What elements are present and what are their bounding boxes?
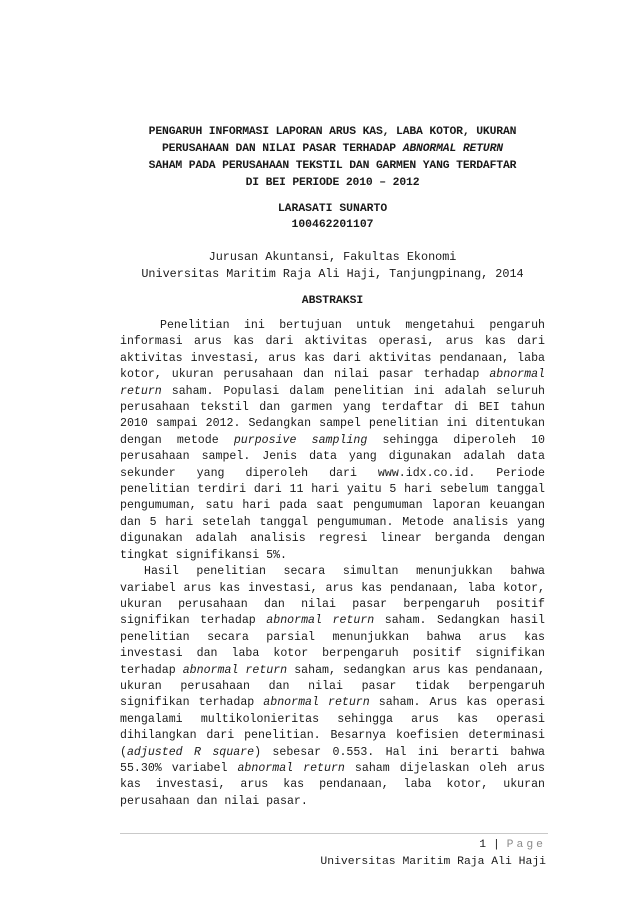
page-number-line	[479, 838, 546, 853]
footer-divider	[120, 833, 548, 834]
paper-title	[120, 124, 545, 192]
abstract-p2-text: saham. Sedangkan hasil penelitian secara parsial menunjukkan bahwa arus kas investasi dan laba kotor berpengaruh positif signifikan terhadap	[120, 614, 545, 677]
abstract-p1-text: sehingga diperoleh 10 perusahaan sampel. Jenis data yang digunakan adalah data sekunder yang diperoleh dari www.idx.co.id. Periode penelitian terdiri dari 11 hari yaitu 5 hari sebelum tanggal pengumuman, satu hari pada saat pengumuman laporan keuangan dan 5 hari setelah tanggal pengumuman. Metode analisis yang digunakan adalah analisis regresi linear berganda dengan tingkat signifikansi 5%.	[120, 433, 546, 562]
abstract-p2-italic: abnormal return	[182, 663, 288, 677]
title-line-2-text: PERUSAHAAN DAN NILAI PASAR TERHADAP	[162, 143, 403, 155]
abstract-p2-italic: adjusted R square	[126, 745, 255, 759]
abstract-p2-text: saham, sedangkan arus kas pendanaan, ukuran perusahaan dan nilai pasar tidak berpengaruh signifikan terhadap	[120, 663, 545, 710]
abstract-p2-text: Hasil penelitian secara simultan menunjukkan bahwa variabel arus kas investasi, arus kas pendanaan, laba kotor, ukuran perusahaan dan nilai pasar berpengaruh positif signifikan terhadap	[120, 565, 545, 628]
author-block	[120, 201, 545, 233]
abstract-p2-italic: abnormal return	[266, 614, 375, 628]
page-content	[120, 124, 545, 810]
abstract-heading: ABSTRAKSI	[301, 295, 364, 307]
abstract-paragraph-1	[120, 318, 545, 564]
footer-university: Universitas Maritim Raja Ali Haji	[320, 856, 546, 868]
page-separator: |	[492, 839, 500, 851]
author-name: LARASATI SUNARTO	[277, 203, 388, 215]
abstract-p2-text: saham dijelaskan oleh arus kas investasi, arus kas pendanaan, laba kotor, ukuran perusahaan dan nilai pasar.	[120, 761, 545, 808]
abstract-p1-italic: purposive sampling	[233, 433, 368, 447]
affiliation-block	[120, 249, 545, 283]
title-line-2-italic: ABNORMAL RETURN	[402, 143, 503, 155]
title-line-2	[120, 141, 545, 158]
title-line-4: DI BEI PERIODE 2010 – 2012	[245, 177, 420, 189]
page-number: 1	[479, 839, 487, 851]
abstract-p1-italic: abnormal return	[120, 368, 545, 398]
university-line: Universitas Maritim Raja Ali Haji, Tanjungpinang, 2014	[141, 267, 524, 281]
abstract-p1-text: Penelitian ini bertujuan untuk mengetahui pengaruh informasi arus kas dari aktivitas operasi, arus kas dari aktivitas investasi, arus kas dari aktivitas pendanaan, laba kotor, ukuran perusahaan dan nilai pasar terhadap	[120, 319, 545, 382]
abstract-p2-text: ) sebesar 0.553. Hal ini berarti bahwa 55.30% variabel	[120, 745, 545, 775]
department: Jurusan Akuntansi, Fakultas Ekonomi	[208, 250, 457, 264]
abstract-p2-italic: abnormal return	[263, 696, 370, 710]
abstract-p1-text: saham. Populasi dalam penelitian ini adalah seluruh perusahaan tekstil dan garmen yang terdaftar di BEI tahun 2010 sampai 2012. Sedangkan sampel penelitian ini ditentukan dengan metode	[120, 384, 545, 447]
title-line-3: SAHAM PADA PERUSAHAAN TEKSTIL DAN GARMEN YANG TERDAFTAR	[148, 160, 517, 172]
abstract-p2-italic: abnormal return	[237, 761, 345, 775]
abstract-paragraph-2	[120, 564, 545, 810]
title-line-1: PENGARUH INFORMASI LAPORAN ARUS KAS, LABA KOTOR, UKURAN	[148, 126, 517, 138]
abstract-p2-text: saham. Arus kas operasi mengalami multikolonieritas sehingga arus kas operasi dihilangkan dari penelitian. Besarnya koefisien determinasi (	[120, 696, 545, 759]
page-label: Page	[506, 839, 546, 851]
author-id: 100462201107	[291, 219, 374, 231]
